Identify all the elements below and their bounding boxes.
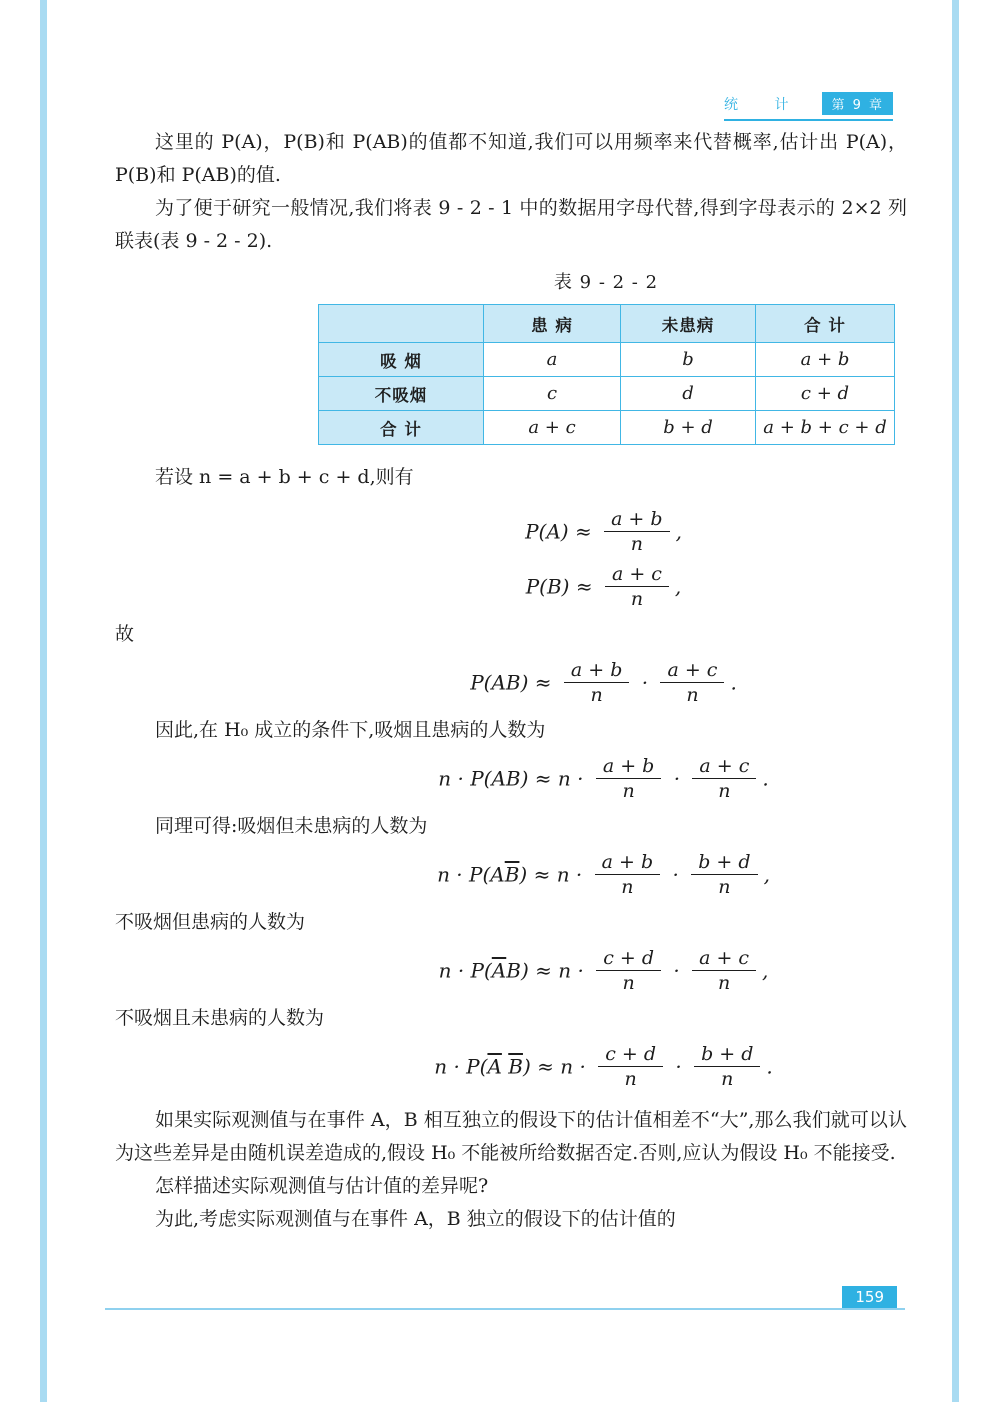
fraction bbox=[660, 659, 724, 706]
multiplication-dot: · bbox=[635, 670, 655, 695]
table-corner-cell bbox=[319, 305, 484, 343]
table-header-row bbox=[319, 305, 895, 343]
formula-n-p-abar-b bbox=[115, 947, 907, 994]
formula-lhs: P(AB) ≈ bbox=[470, 670, 558, 695]
chapter-badge: 第 9 章 bbox=[822, 92, 893, 115]
fraction-denominator: n bbox=[630, 588, 644, 610]
column-header-diseased: 患 病 bbox=[484, 305, 621, 343]
formula-lhs: P(B) ≈ bbox=[525, 574, 599, 599]
fraction-numerator: a + b bbox=[596, 755, 662, 779]
paragraph-table-intro: 为了便于研究一般情况,我们将表 9 - 2 - 1 中的数据用字母代替,得到字母表示的 2×2 列联表(表 9 - 2 - 2). bbox=[115, 197, 907, 252]
formula-lhs: n · P( bbox=[438, 958, 492, 983]
fraction-denominator: n bbox=[624, 1068, 637, 1090]
formula-punctuation: . bbox=[766, 1054, 773, 1079]
fraction-numerator: a + c bbox=[660, 659, 724, 683]
fraction bbox=[596, 947, 661, 994]
fraction-denominator: n bbox=[717, 972, 731, 994]
column-header-total: 合 计 bbox=[756, 305, 895, 343]
formula-n-p-ab bbox=[115, 755, 907, 802]
fraction-numerator: c + d bbox=[596, 947, 661, 971]
page-header bbox=[724, 92, 893, 121]
fraction bbox=[605, 563, 669, 610]
fraction-numerator: a + c bbox=[605, 563, 669, 587]
formula-punctuation: , bbox=[674, 574, 682, 599]
fraction bbox=[692, 947, 756, 994]
formula-lhs: n · P( bbox=[434, 1054, 488, 1079]
formula-lhs: ) ≈ n · bbox=[519, 862, 589, 887]
formula-punctuation: . bbox=[762, 766, 769, 791]
paragraph-therefore: 故 bbox=[115, 623, 135, 645]
page-number-badge: 159 bbox=[842, 1286, 897, 1308]
fraction-denominator: n bbox=[718, 876, 731, 898]
fraction-denominator: n bbox=[718, 780, 731, 802]
fraction-denominator: n bbox=[622, 780, 635, 802]
table-cell: d bbox=[621, 377, 756, 411]
barred-variable: $\overline{B}$ bbox=[504, 862, 520, 887]
page-content bbox=[115, 126, 907, 1236]
formula-lhs: n · P(AB) ≈ n · bbox=[438, 766, 590, 791]
paragraph-consider: 为此,考虑实际观测值与在事件 A，B 独立的假设下的估计值的 bbox=[155, 1208, 676, 1230]
formula-lhs: P(A) ≈ bbox=[525, 519, 599, 544]
fraction-numerator: a + b bbox=[595, 851, 661, 875]
section-title: 统 计 bbox=[724, 96, 805, 113]
paragraph-let-n: 若设 n = a + b + c + d,则有 bbox=[155, 466, 414, 488]
fraction bbox=[691, 851, 757, 898]
barred-variable: $\overline{B}$ bbox=[508, 1054, 523, 1079]
fraction-denominator: n bbox=[622, 972, 635, 994]
formula-punctuation: . bbox=[730, 670, 737, 695]
paragraph-nonsmoking-not-diseased: 不吸烟且未患病的人数为 bbox=[115, 1007, 325, 1029]
multiplication-dot: · bbox=[667, 958, 687, 983]
multiplication-dot: · bbox=[669, 1054, 689, 1079]
table-row-smoking bbox=[319, 343, 895, 377]
formula-n-p-a-bbar bbox=[115, 851, 907, 898]
row-label-total: 合 计 bbox=[319, 411, 484, 445]
table-row-non-smoking bbox=[319, 377, 895, 411]
fraction bbox=[596, 755, 662, 802]
paragraph-nonsmoking-diseased: 不吸烟但患病的人数为 bbox=[115, 911, 306, 933]
fraction bbox=[694, 1043, 760, 1090]
table-caption: 表 9 - 2 - 2 bbox=[553, 272, 659, 293]
fraction-numerator: a + b bbox=[604, 508, 670, 532]
page-edge-left bbox=[40, 0, 47, 1402]
header-rule bbox=[724, 92, 893, 121]
fraction-denominator: n bbox=[621, 876, 634, 898]
paragraph-h0-condition: 因此,在 H₀ 成立的条件下,吸烟且患病的人数为 bbox=[155, 719, 546, 741]
table-cell: a + b + c + d bbox=[756, 411, 895, 445]
fraction-numerator: a + c bbox=[692, 947, 756, 971]
formula-lhs: ) ≈ n · bbox=[522, 1054, 593, 1079]
fraction-denominator: n bbox=[590, 684, 603, 706]
fraction-numerator: c + d bbox=[598, 1043, 663, 1067]
fraction-denominator: n bbox=[721, 1068, 734, 1090]
page-footer bbox=[105, 1288, 905, 1310]
formula-lhs: n · P(A bbox=[437, 862, 505, 887]
paragraph-random-error: 如果实际观测值与在事件 A，B 相互独立的假设下的估计值相差不“大”,那么我们就可以认为这些差异是由随机误差造成的,假设 H₀ 不能被所给数据否定.否则,应认为假设 H₀ 不能接受. bbox=[115, 1109, 907, 1164]
fraction-denominator: n bbox=[630, 533, 643, 555]
contingency-table bbox=[318, 304, 895, 445]
formula-punctuation: , bbox=[763, 862, 770, 887]
page-edge-right bbox=[952, 0, 959, 1402]
table-cell: a bbox=[484, 343, 621, 377]
table-cell: b bbox=[621, 343, 756, 377]
fraction bbox=[595, 851, 661, 898]
formula-p-ab bbox=[115, 659, 907, 706]
fraction-numerator: b + d bbox=[691, 851, 757, 875]
multiplication-dot: · bbox=[666, 862, 686, 887]
column-header-not-diseased: 未患病 bbox=[621, 305, 756, 343]
paragraph-similarly: 同理可得:吸烟但未患病的人数为 bbox=[155, 815, 428, 837]
row-label-smoking: 吸 烟 bbox=[319, 343, 484, 377]
table-cell: a + c bbox=[484, 411, 621, 445]
formula-p-a bbox=[115, 508, 907, 555]
table-cell: b + d bbox=[621, 411, 756, 445]
fraction bbox=[564, 659, 630, 706]
formula-p-b bbox=[115, 563, 907, 610]
fraction-denominator: n bbox=[686, 684, 699, 706]
fraction-numerator: a + b bbox=[564, 659, 630, 683]
fraction bbox=[598, 1043, 663, 1090]
barred-variable: $\overline{A}$ bbox=[491, 958, 507, 983]
fraction bbox=[692, 755, 756, 802]
table-cell: a + b bbox=[756, 343, 895, 377]
formula-punctuation: , bbox=[675, 519, 682, 544]
formula-punctuation: , bbox=[762, 958, 769, 983]
multiplication-dot: · bbox=[667, 766, 687, 791]
row-label-non-smoking: 不吸烟 bbox=[319, 377, 484, 411]
formula-n-p-abar-bbar bbox=[115, 1043, 907, 1090]
fraction-numerator: b + d bbox=[694, 1043, 760, 1067]
paragraph-question: 怎样描述实际观测值与估计值的差异呢? bbox=[155, 1175, 489, 1197]
fraction-numerator: a + c bbox=[692, 755, 756, 779]
table-cell: c bbox=[484, 377, 621, 411]
table-row-total bbox=[319, 411, 895, 445]
formula-lhs: B) ≈ n · bbox=[506, 958, 591, 983]
fraction bbox=[604, 508, 670, 555]
barred-variable: $\overline{A}$ bbox=[487, 1054, 502, 1079]
table-cell: c + d bbox=[756, 377, 895, 411]
footer-rule bbox=[105, 1308, 905, 1310]
paragraph-intro: 这里的 P(A)，P(B)和 P(AB)的值都不知道,我们可以用频率来代替概率,估计出 P(A)，P(B)和 P(AB)的值. bbox=[115, 131, 907, 186]
